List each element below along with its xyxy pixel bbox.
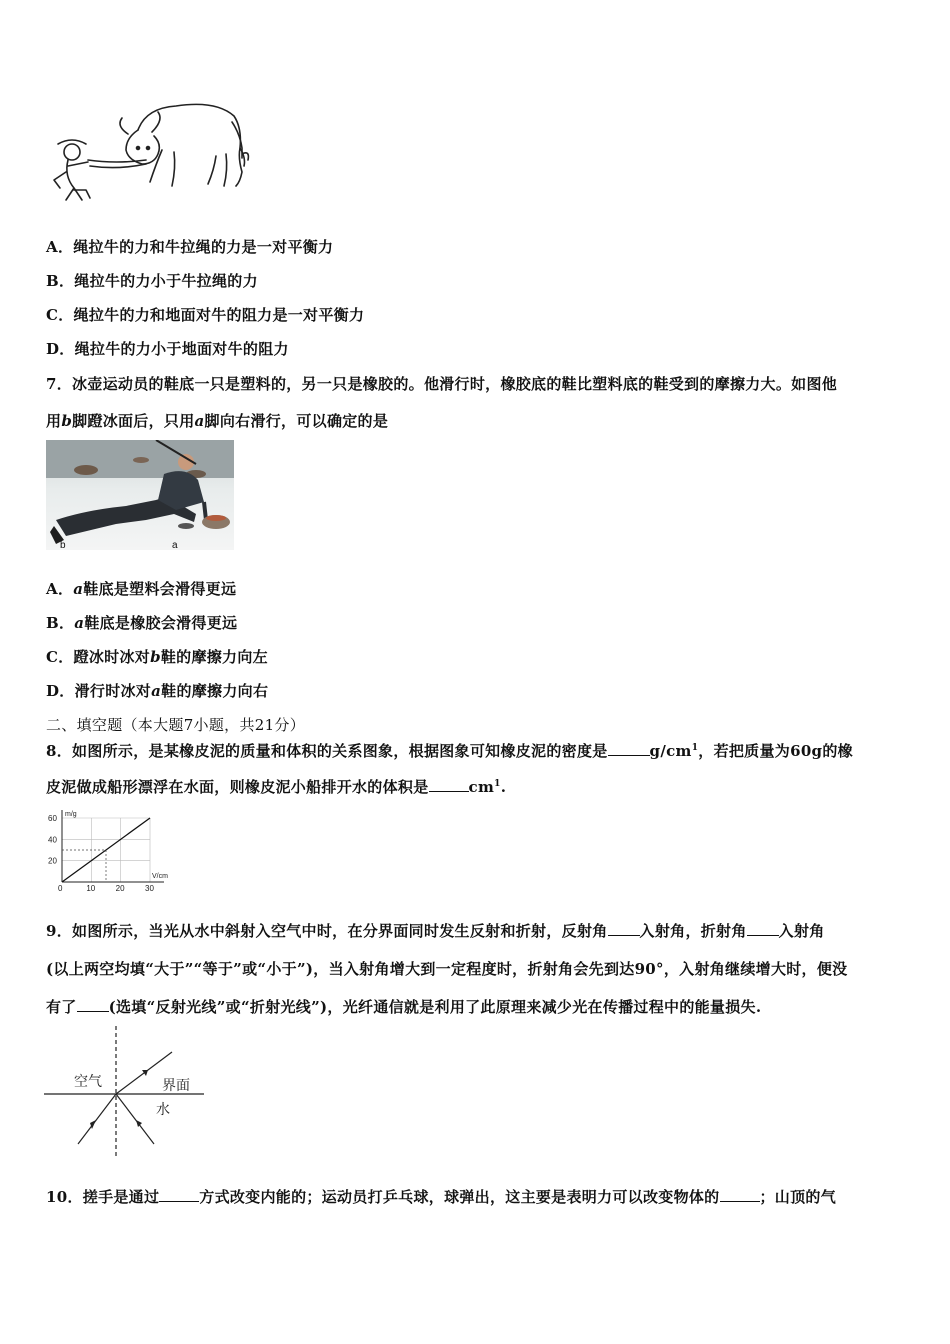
x-tick-label-0: 0 bbox=[58, 884, 63, 892]
section-2-title: 二、填空题（本大题7小题，共21分） bbox=[46, 716, 306, 734]
q9-stem-line1: 9．如图所示，当光从水中斜射入空气中时，在分界面同时发生反射和折射，反射角 入射角，折射角 入射角 bbox=[46, 922, 825, 940]
q8-stem-line1: 8．如图所示，是某橡皮泥的质量和体积的关系图象，根据图象可知橡皮泥的密度是 $g/cm^1$，若把质量为60g的橡 bbox=[46, 742, 853, 760]
q6-option-d[interactable]: D．绳拉牛的力小于地面对牛的阻力 bbox=[46, 340, 289, 358]
curling-athlete-photo bbox=[46, 440, 234, 550]
q10-blank-1[interactable] bbox=[159, 1187, 199, 1202]
x-tick-label-30: 30 bbox=[145, 884, 154, 892]
refracted-arrow bbox=[142, 1070, 148, 1076]
q9-blank-2[interactable] bbox=[747, 921, 779, 936]
q7-stem-line2: 用b脚蹬冰面后，只用a脚向右滑行，可以确定的是 bbox=[46, 412, 389, 430]
q6-option-a[interactable]: A．绳拉牛的力和牛拉绳的力是一对平衡力 bbox=[46, 238, 334, 256]
reflected-arrow bbox=[136, 1120, 142, 1127]
y-tick-label-40: 40 bbox=[48, 835, 57, 845]
q9-blank-3[interactable] bbox=[77, 997, 109, 1012]
q7-option-a[interactable]: A．a鞋底是塑料会滑得更远 bbox=[46, 580, 237, 598]
interface-label: 界面 bbox=[162, 1078, 190, 1094]
q10-stem: 10．搓手是通过 方式改变内能的；运动员打乒乓球，球弹出，这主要是表明力可以改变物体的 ；山顶的气 bbox=[46, 1188, 837, 1206]
q10-blank-2[interactable] bbox=[720, 1187, 760, 1202]
water-label: 水 bbox=[156, 1102, 170, 1118]
q7-option-b[interactable]: B．a鞋底是橡胶会滑得更远 bbox=[46, 614, 238, 632]
air-label: 空气 bbox=[74, 1074, 102, 1090]
y-tick-label-20: 20 bbox=[48, 856, 57, 866]
photo-label-b: b bbox=[60, 540, 66, 550]
incident-ray bbox=[78, 1094, 116, 1144]
reflected-ray bbox=[116, 1094, 154, 1144]
q7-option-c[interactable]: C．蹬冰时冰对b鞋的摩擦力向左 bbox=[46, 648, 268, 666]
q8-blank-2[interactable] bbox=[429, 777, 469, 792]
mass-volume-chart bbox=[46, 808, 174, 892]
x-axis-label: V/cm bbox=[152, 873, 168, 880]
q9-stem-line3: 有了 (选填“反射光线”或“折射光线”)，光纤通信就是利用了此原理来减少光在传播过程中的能量损失. bbox=[46, 998, 762, 1016]
q8-blank-1[interactable] bbox=[608, 741, 650, 756]
q8-stem-line2: 皮泥做成船形漂浮在水面，则橡皮泥小船排开水的体积是 $cm^1$. bbox=[46, 778, 507, 796]
q9-blank-1[interactable] bbox=[608, 921, 640, 936]
man-pulling-ox-illustration bbox=[46, 98, 256, 208]
y-tick-label-60: 60 bbox=[48, 814, 57, 823]
q6-option-c[interactable]: C．绳拉牛的力和地面对牛的阻力是一对平衡力 bbox=[46, 306, 365, 324]
x-tick-label-20: 20 bbox=[115, 884, 125, 892]
q7-option-d[interactable]: D．滑行时冰对a鞋的摩擦力向右 bbox=[46, 682, 269, 700]
q7-stem-line1: 7．冰壶运动员的鞋底一只是塑料的，另一只是橡胶的。他滑行时，橡胶底的鞋比塑料底的鞋受到的摩擦力大。如图他 bbox=[46, 375, 838, 393]
y-axis-label: m/g bbox=[65, 811, 77, 818]
x-tick-label-10: 10 bbox=[86, 884, 96, 892]
light-refraction-diagram bbox=[44, 1026, 214, 1158]
q9-stem-line2: (以上两空均填“大于”“等于”或“小于”)，当入射角增大到一定程度时，折射角会先到达90°，入射角继续增大时，便没 bbox=[46, 960, 848, 978]
q6-option-b[interactable]: B．绳拉牛的力小于牛拉绳的力 bbox=[46, 272, 258, 290]
photo-label-a: a bbox=[172, 540, 178, 550]
